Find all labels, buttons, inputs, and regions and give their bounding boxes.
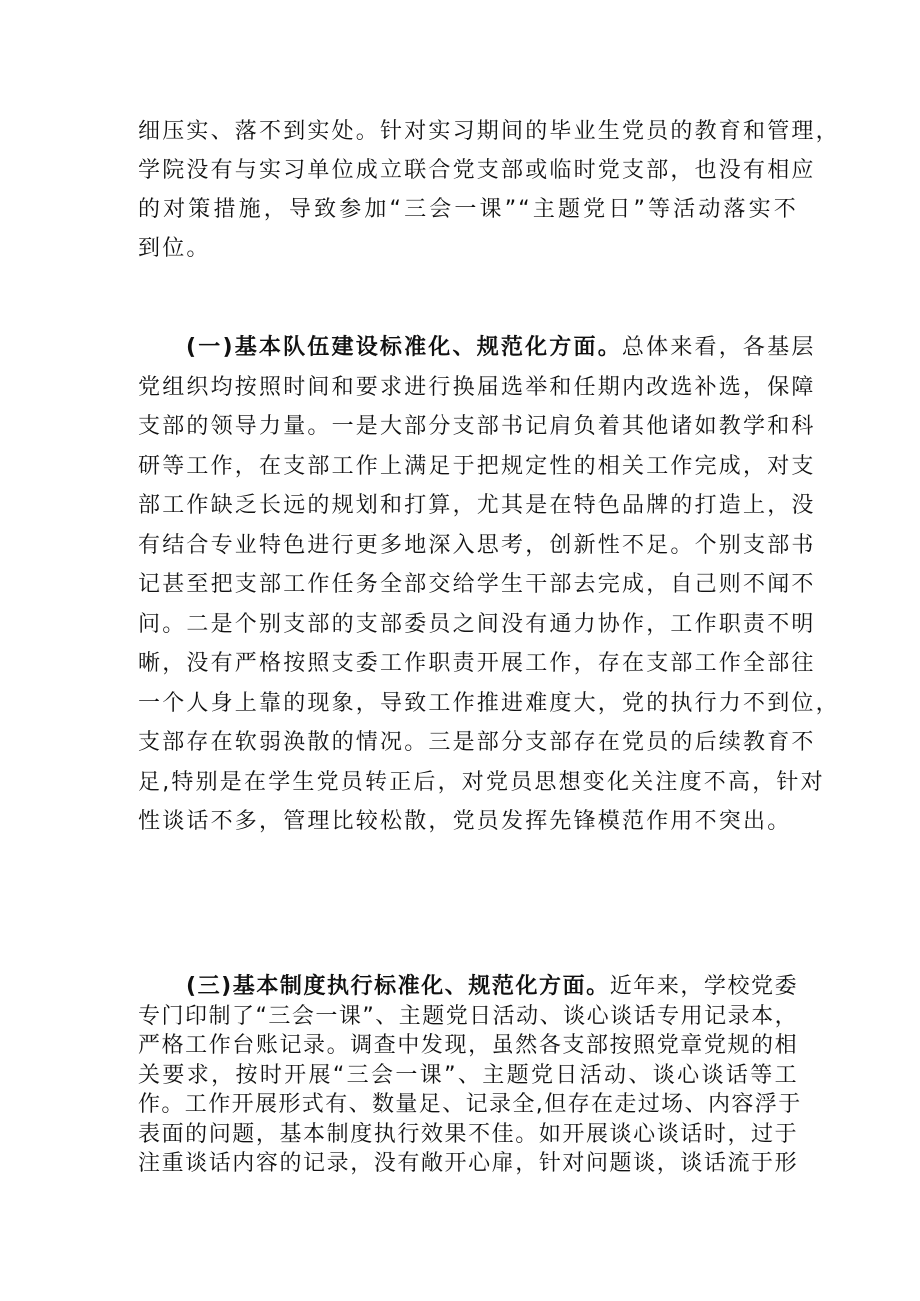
text-line: 学院没有与实习单位成立联合党支部或临时党支部，也没有相应 bbox=[138, 158, 816, 183]
text-line: 作。工作开展形式有、数量足、记录全,但存在走过场、内容浮于 bbox=[138, 1092, 802, 1117]
text-line: 有结合专业特色进行更多地深入思考，创新性不足。个别支部书 bbox=[138, 532, 816, 558]
text-line: 性谈话不多，管理比较松散，党员发挥先锋模范作用不突出。 bbox=[138, 809, 792, 834]
heading-followup-text: 近年来，学校党委 bbox=[609, 974, 799, 999]
text-line: 部工作缺乏长远的规划和打算，尤其是在特色品牌的打造上，没 bbox=[138, 493, 816, 518]
text-line: 晰，没有严格按照支委工作职责开展工作，存在支部工作全部往 bbox=[138, 651, 816, 676]
text-line-first bbox=[138, 328, 816, 368]
section-heading: (三)基本制度执行标准化、规范化方面。 bbox=[186, 974, 610, 999]
text-line: 问。二是个别支部的支部委员之间没有通力协作，工作职责不明 bbox=[138, 611, 816, 637]
text-line: 支部存在软弱涣散的情况。三是部分支部存在党员的后续教育不 bbox=[138, 730, 816, 755]
text-line: 关要求，按时开展“三会一课”、主题党日活动、谈心谈话等工 bbox=[138, 1062, 798, 1088]
paragraph-team-building bbox=[138, 328, 840, 842]
paragraph-system-execution bbox=[138, 972, 802, 1179]
paragraph-continuation bbox=[138, 112, 840, 268]
text-line: 注重谈话内容的记录，没有敞开心扉，针对问题谈，谈话流于形 bbox=[138, 1151, 798, 1176]
text-line: 严格工作台账记录。调查中发现，虽然各支部按照党章党规的相 bbox=[138, 1033, 798, 1058]
section-heading: (一)基本队伍建设标准化、规范化方面。 bbox=[186, 335, 622, 360]
text-line: 足,特别是在学生党员转正后，对党员思想变化关注度不高，针对 bbox=[138, 769, 825, 795]
text-line: 细压实、落不到实处。针对实习期间的毕业生党员的教育和管理， bbox=[138, 119, 840, 144]
text-line: 表面的问题，基本制度执行效果不佳。如开展谈心谈话时，过于 bbox=[138, 1121, 798, 1147]
heading-followup-text: 总体来看，各基层 bbox=[621, 335, 816, 360]
text-line: 党组织均按照时间和要求进行换届选举和任期内改选补选，保障 bbox=[138, 374, 816, 400]
text-line: 研等工作，在支部工作上满足于把规定性的相关工作完成，对支 bbox=[138, 453, 816, 479]
text-line: 记甚至把支部工作任务全部交给学生干部去完成，自己则不闻不 bbox=[138, 572, 816, 597]
text-line: 一个人身上靠的现象，导致工作推进难度大，党的执行力不到位， bbox=[138, 690, 840, 716]
text-line: 到位。 bbox=[138, 236, 211, 261]
text-line: 支部的领导力量。一是大部分支部书记肩负着其他诸如教学和科 bbox=[138, 414, 816, 439]
text-line: 专门印制了“三会一课”、主题党日活动、谈心谈话专用记录本， bbox=[138, 1003, 798, 1029]
text-line-first bbox=[138, 972, 798, 1002]
text-line: 的对策措施，导致参加“三会一课”“主题党日”等活动落实不 bbox=[138, 197, 798, 222]
